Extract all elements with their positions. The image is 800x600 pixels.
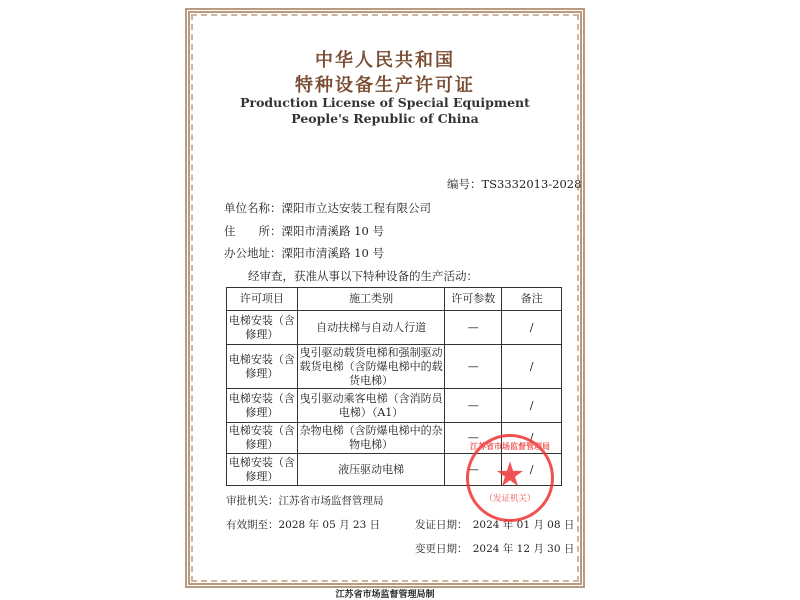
valid-until: 有效期至：2028 年 05 月 23 日 — [226, 519, 381, 531]
title-cn-1: 中华人民共和国 — [315, 50, 455, 71]
footer-issuer: 江苏省市场监督管理局制 — [335, 590, 435, 600]
header-item: 许可项目 — [227, 288, 298, 311]
table-row: 电梯安装（含修理） 自动扶梯与自动人行道 — / — [227, 311, 562, 345]
seal-text: 江苏省市场监督管理局 — [470, 441, 550, 451]
issue-date: 发证日期： 2024 年 01 月 08 日 — [415, 519, 575, 531]
star-icon: ★ — [494, 455, 526, 495]
table-row: 电梯安装（含修理） 曳引驱动乘客电梯（含消防员电梯）（A1） — / — [227, 389, 562, 423]
header-remarks: 备注 — [502, 288, 562, 311]
title-en-1: Production License of Special Equipment — [240, 95, 530, 110]
office-label: 办公地址： — [224, 246, 282, 260]
residence-label: 住 所： — [224, 224, 282, 238]
change-date: 变更日期： 2024 年 12 月 30 日 — [415, 543, 575, 555]
license-number: 编号：TS3332013-2028 — [447, 177, 582, 191]
header-params: 许可参数 — [445, 288, 502, 311]
title-en-2: People's Republic of China — [291, 111, 479, 126]
official-seal — [466, 434, 554, 522]
table-row: 电梯安装（含修理） 曳引驱动载货电梯和强制驱动载货电梯（含防爆电梯中的载货电梯） — / — [227, 345, 562, 389]
office-address: 溧阳市清溪路 10 号 — [281, 246, 384, 260]
header-category: 施工类别 — [297, 288, 445, 311]
unit-name: 溧阳市立达安装工程有限公司 — [281, 201, 431, 215]
residence: 溧阳市清溪路 10 号 — [281, 224, 384, 238]
approval-authority: 审批机关：江苏省市场监督管理局 — [226, 495, 384, 507]
table-row: 电梯安装（含修理） 杂物电梯（含防爆电梯中的杂物电梯） — / — [227, 423, 562, 454]
title-cn-2: 特种设备生产许可证 — [295, 75, 475, 96]
seal-subtext: （发证机关） — [484, 494, 536, 504]
intro-text: 经审查，获准从事以下特种设备的生产活动： — [248, 269, 478, 283]
unit-label: 单位名称： — [224, 201, 282, 215]
table-row: 电梯安装（含修理） 液压驱动电梯 — / — [227, 454, 562, 486]
